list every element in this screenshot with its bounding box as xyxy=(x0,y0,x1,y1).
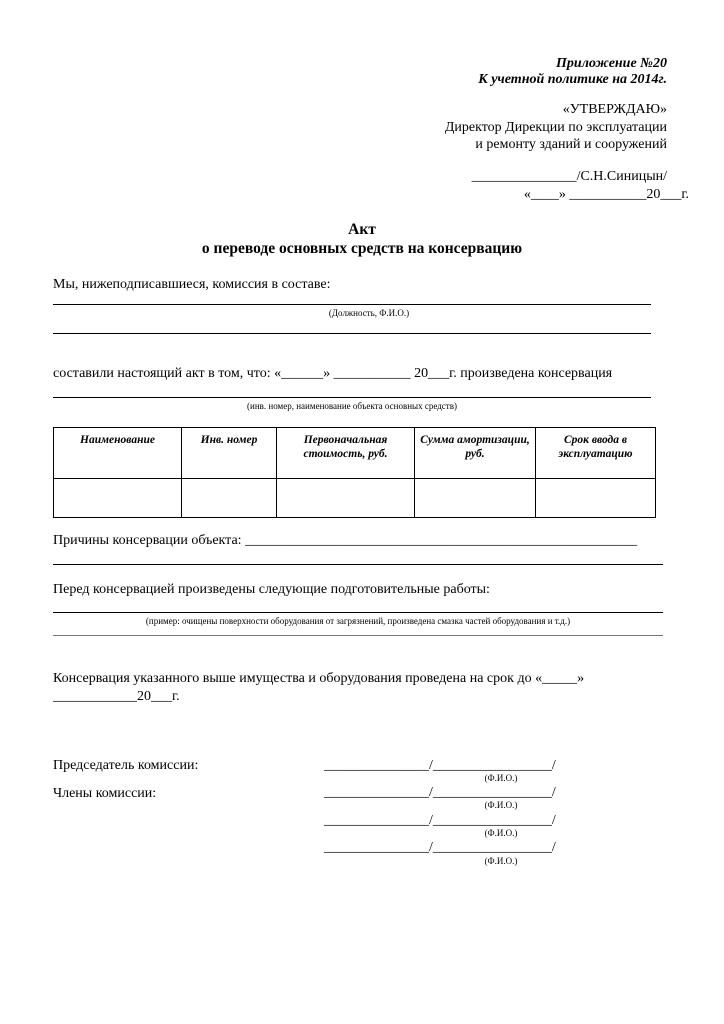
conservation-reasons: Причины консервации объекта: ________________________________________________________ xyxy=(53,533,638,548)
policy-reference: К учетной политике на 2014г. xyxy=(478,72,667,87)
table-cell xyxy=(182,479,277,518)
table-cell xyxy=(277,479,415,518)
conservation-term-line2: ____________20___г. xyxy=(53,689,180,704)
director-signature: _______________/С.Н.Синицын/ xyxy=(471,169,667,184)
appendix-number: Приложение №20 xyxy=(556,56,667,71)
prep-line-1 xyxy=(53,612,663,613)
approve-stamp: «УТВЕРЖДАЮ» xyxy=(562,102,667,117)
prep-line-2 xyxy=(53,635,663,636)
member-3-fio-caption: (Ф.И.О.) xyxy=(484,856,518,866)
table-cell xyxy=(415,479,536,518)
chairman-label: Председатель комиссии: xyxy=(53,758,199,773)
fixed-assets-table xyxy=(53,427,656,518)
table-header-name: Наименование xyxy=(54,428,182,479)
table-cell xyxy=(54,479,182,518)
example-caption: (пример: очищены поверхности оборудования от загрязнений, произведена смазка частей оборудования и т.д.) xyxy=(145,616,571,626)
member-1-fio-caption: (Ф.И.О.) xyxy=(484,800,518,810)
position-caption: (Должность, Ф.И.О.) xyxy=(328,308,410,318)
member-2-fio-caption: (Ф.И.О.) xyxy=(484,828,518,838)
approval-date: «____» ___________20___г. xyxy=(523,187,689,202)
document-subtitle: о переводе основных средств на консервацию xyxy=(201,240,523,257)
commission-line-2 xyxy=(53,333,651,334)
document-title: Акт xyxy=(348,221,376,238)
object-line xyxy=(53,397,651,398)
director-title-line1: Директор Дирекции по эксплуатации xyxy=(444,120,667,135)
object-caption: (инв. номер, наименование объекта основных средств) xyxy=(247,401,457,411)
preparatory-works: Перед консервацией произведены следующие подготовительные работы: xyxy=(53,582,490,597)
table-cell xyxy=(536,479,656,518)
chairman-fio-caption: (Ф.И.О.) xyxy=(484,773,518,783)
member-1-signature-line: _______________/_________________/ xyxy=(324,785,556,800)
member-3-signature-line: _______________/_________________/ xyxy=(324,840,556,855)
reasons-line xyxy=(53,564,663,565)
table-header-cost: Первоначальная стоимость, руб. xyxy=(277,428,415,479)
commission-intro: Мы, нижеподписавшиеся, комиссия в составе: xyxy=(53,277,331,292)
commission-line-1 xyxy=(53,304,651,305)
table-header-commission-date: Срок ввода в эксплуатацию xyxy=(536,428,656,479)
conservation-term-line1: Консервация указанного выше имущества и оборудования проведена на срок до «_____» xyxy=(53,671,585,686)
member-2-signature-line: _______________/_________________/ xyxy=(324,813,556,828)
act-statement: составили настоящий акт в том, что: «______» ___________ 20___г. произведена консервация xyxy=(53,366,613,381)
members-label: Члены комиссии: xyxy=(53,786,157,801)
chairman-signature-line: _______________/_________________/ xyxy=(324,758,556,773)
table-header-depreciation: Сумма амортизации, руб. xyxy=(415,428,536,479)
director-title-line2: и ремонту зданий и сооружений xyxy=(475,137,667,152)
table-header-inv: Инв. номер xyxy=(182,428,277,479)
